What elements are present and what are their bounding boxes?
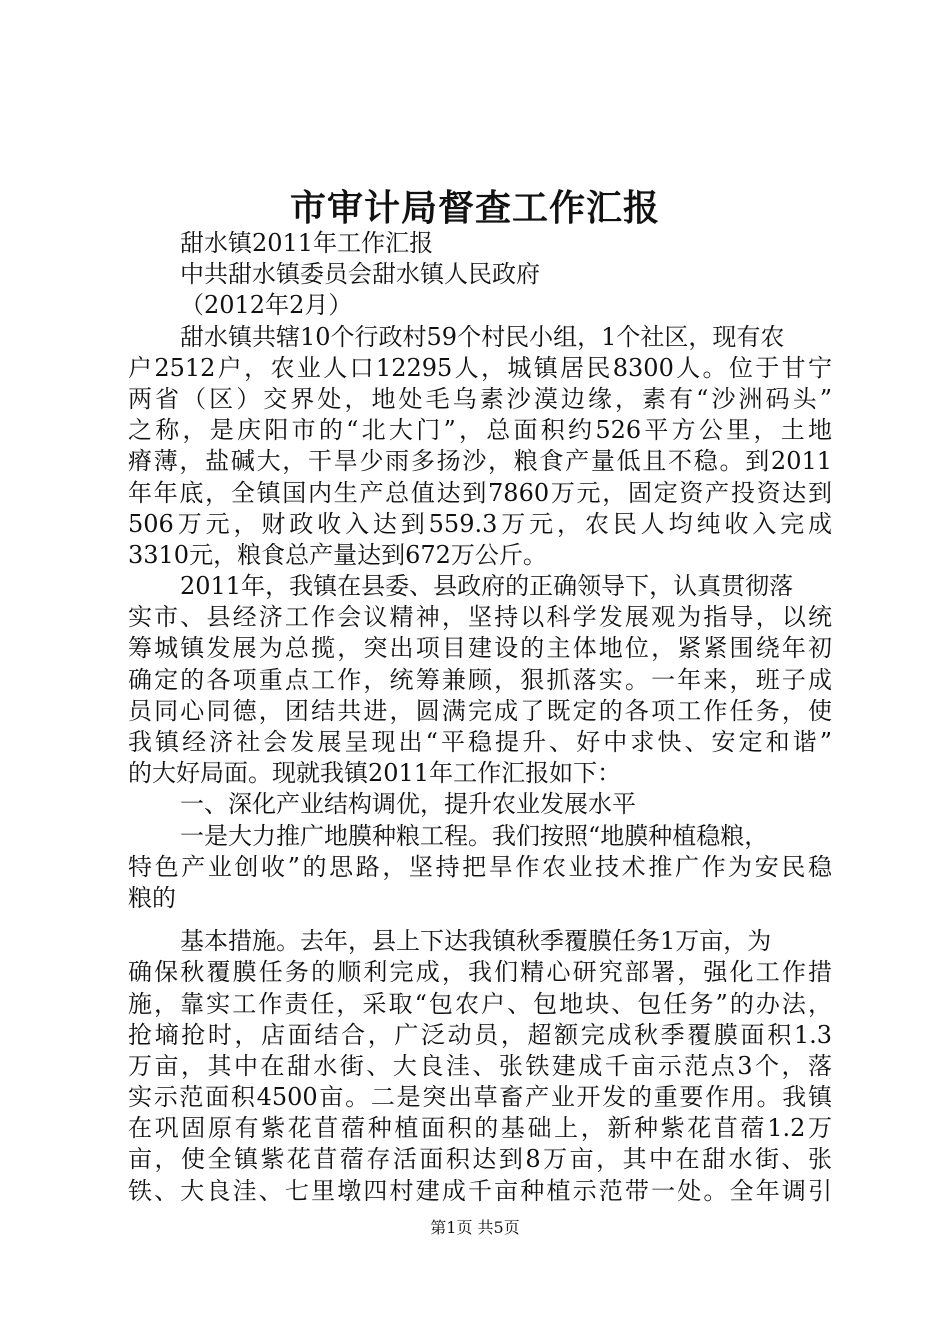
- body-line: 基本措施。去年，县上下达我镇秋季覆膜任务1万亩，为: [180, 927, 772, 956]
- body-line: 一是大力推广地膜种粮工程。我们按照“地膜种植稳粮，: [180, 821, 769, 850]
- body-line: 之称，是庆阳市的“北大门”，总面积约526平方公里，土地: [128, 416, 832, 445]
- body-line: 我镇经济社会发展呈现出“平稳提升、好中求快、安定和谐”: [128, 728, 832, 756]
- body-line: 两省（区）交界处，地处毛乌素沙漠边缘，素有“沙洲码头”: [128, 384, 832, 413]
- body-line: 施，靠实工作责任，采取“包农户、包地块、包任务”的办法，: [128, 989, 832, 1018]
- body-line: 实市、县经济工作会议精神，坚持以科学发展观为指导，以统: [128, 603, 832, 632]
- body-line: 3310元，粮食总产量达到672万公斤。: [128, 540, 547, 569]
- body-line: 实示范面积4500亩。二是突出草畜产业开发的重要作用。我镇: [128, 1083, 832, 1112]
- paragraph-gap: [128, 914, 832, 926]
- body-line: 特色产业创收”的思路，坚持把旱作农业技术推广作为安民稳: [128, 852, 832, 881]
- body-line: 粮的: [128, 883, 176, 912]
- body-line: 一、深化产业结构调优，提升农业发展水平: [180, 790, 636, 819]
- body-line: 筹城镇发展为总揽，突出项目建设的主体地位，紧紧围绕年初: [128, 634, 832, 663]
- body-line: 亩，使全镇紫花苜蓿存活面积达到8万亩，其中在甜水街、张: [128, 1145, 832, 1174]
- body-line: 万亩，其中在甜水街、大良洼、张铁建成千亩示范点3个，落: [128, 1051, 832, 1080]
- body-line: 员同心同德，团结共进，圆满完成了既定的各项工作任务，使: [128, 696, 832, 725]
- body-line: 确保秋覆膜任务的顺利完成，我们精心研究部署，强化工作措: [128, 958, 832, 987]
- body-line: 年年底，全镇国内生产总值达到7860万元，固定资产投资达到: [128, 478, 832, 507]
- body-line: 2011年，我镇在县委、县政府的正确领导下，认真贯彻落: [180, 572, 794, 601]
- body-line: 甜水镇2011年工作汇报: [180, 229, 434, 257]
- body-line: 的大好局面。现就我镇2011年工作汇报如下：: [128, 759, 622, 788]
- body-line: 户2512户，农业人口12295人，城镇居民8300人。位于甘宁: [128, 353, 832, 382]
- body-line: （2012年2月）: [180, 291, 353, 320]
- body-line: 甜水镇共辖10个行政村59个村民小组，1个社区，现有农: [180, 322, 785, 351]
- page-footer: 第1页 共5页: [430, 1218, 520, 1237]
- body-line: 铁、大良洼、七里墩四村建成千亩种植示范带一处。全年调引: [128, 1176, 832, 1205]
- body-line: 506万元，财政收入达到559.3万元，农民人均纯收入完成: [128, 509, 832, 538]
- body-line: 抢墒抢时，店面结合，广泛动员，超额完成秋季覆膜面积1.3: [128, 1020, 832, 1049]
- body-line: 在巩固原有紫花苜蓿种植面积的基础上，新种紫花苜蓿1.2万: [128, 1114, 832, 1143]
- document-title: 市审计局督查工作汇报: [289, 187, 660, 229]
- body-line: 中共甜水镇委员会甜水镇人民政府: [180, 260, 540, 289]
- document-body: [128, 228, 832, 1207]
- body-line: 瘠薄，盐碱大，干旱少雨多扬沙，粮食产量低且不稳。到2011: [128, 447, 832, 476]
- body-line: 确定的各项重点工作，统筹兼顾，狠抓落实。一年来，班子成: [128, 665, 832, 694]
